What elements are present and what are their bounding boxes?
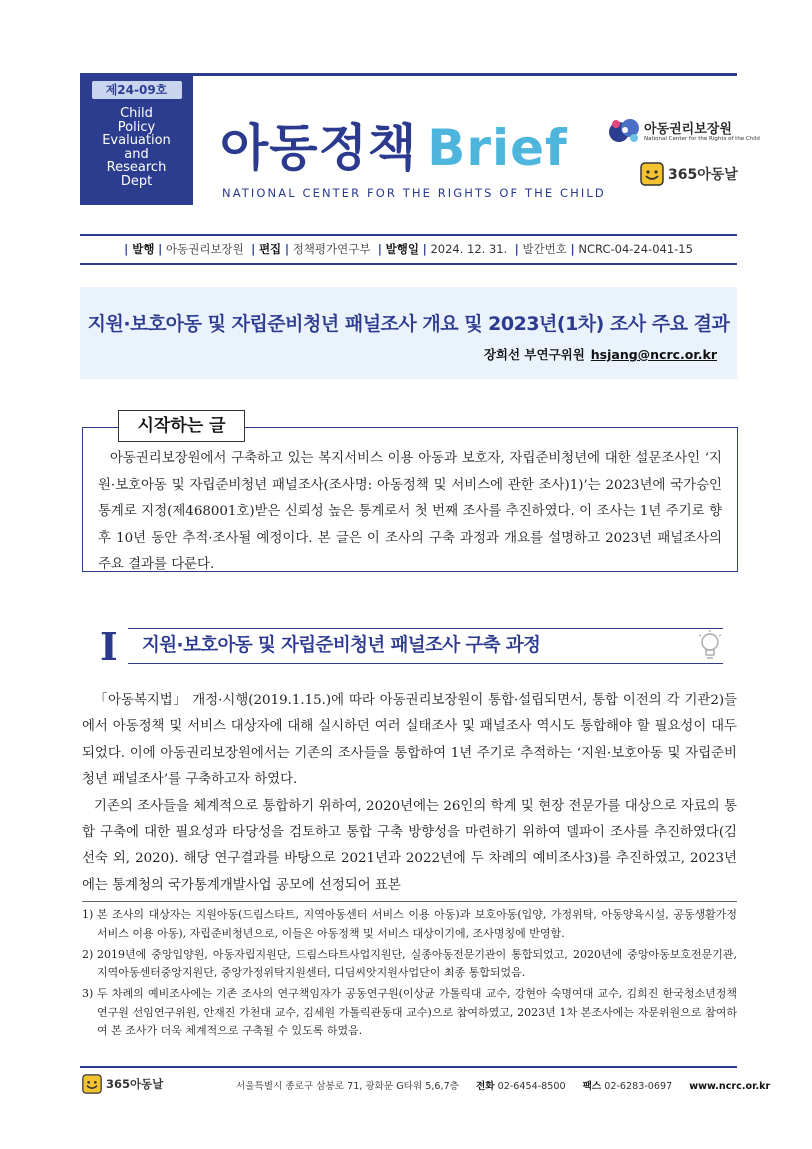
footnote-mark: 1) bbox=[82, 908, 94, 921]
lightbulb-icon bbox=[697, 630, 723, 662]
footer-logo bbox=[82, 1072, 172, 1096]
brand-subtitle: NATIONAL CENTER FOR THE RIGHTS OF THE CHILD bbox=[222, 186, 606, 200]
section-body bbox=[82, 688, 737, 899]
dept-line: and bbox=[124, 146, 149, 162]
org-logo-english: National Center for the Rights of the Child bbox=[644, 136, 760, 142]
dept-name bbox=[80, 107, 193, 188]
footnote-rule bbox=[82, 901, 737, 902]
publication-date: 2024. 12. 31. bbox=[430, 242, 508, 256]
footnote bbox=[82, 946, 737, 983]
footer-logo-text: 365아동날 bbox=[106, 1077, 164, 1091]
smiley-icon bbox=[82, 1074, 102, 1094]
dept-line: Dept bbox=[120, 173, 153, 189]
footer-website-link[interactable]: www.ncrc.or.kr bbox=[689, 1081, 771, 1092]
article-title: 지원·보호아동 및 자립준비청년 패널조사 개요 및 2023년(1차) 조사 주요 결과 bbox=[87, 313, 730, 335]
section-number: I bbox=[100, 624, 118, 669]
author-email-link[interactable]: hsjang@ncrc.or.kr bbox=[590, 347, 717, 362]
dept-line: Policy bbox=[117, 119, 156, 135]
footnotes bbox=[82, 906, 737, 1043]
brand-title bbox=[220, 108, 568, 180]
editor: 정책평가연구부 bbox=[292, 242, 371, 256]
pub-rule-top bbox=[80, 234, 737, 236]
publication-number: NCRC-04-24-041-15 bbox=[578, 242, 693, 256]
issue-badge bbox=[80, 73, 193, 205]
footer-rule bbox=[80, 1066, 737, 1068]
brand-english: Brief bbox=[427, 119, 568, 177]
title-box bbox=[80, 287, 737, 379]
footer-fax: 02-6283-0697 bbox=[604, 1081, 673, 1092]
publisher: 아동권리보장원 bbox=[166, 242, 244, 256]
body-paragraph: 기존의 조사들을 체계적으로 통합하기 위하여, 2020년에는 26인의 학계 및 현장 전문가를 대상으로 자료의 통합 구축에 대한 필요성과 타당성을 검토하고 통합 구축 방향성을 마련하기 위하여 델파이 조사를 추진하였다(김선숙 외, 2020). 해당 연구결과를 바탕으로 2021년과 2022년에 두 차례의 예비조사3)를 추진하였고, 2023년에는 통계청의 국가통계개발사업 공모에 선정되어 표본 bbox=[82, 798, 737, 893]
footnote-text: 본 조사의 대상자는 지원아동(드림스타트, 지역아동센터 서비스 이용 아동)과 보호아동(입양, 가정위탁, 아동양육시설, 공동생활가정 서비스 이용 아동), 자립준비청년으로, 이들은 아동정책 및 서비스 대상이기에, 조사명칭에 반영함. bbox=[97, 908, 737, 940]
publisher-label: 발행 bbox=[132, 242, 155, 256]
dept-line: Child bbox=[120, 106, 153, 121]
intro-label: 시작하는 글 bbox=[118, 410, 245, 442]
author bbox=[484, 345, 717, 363]
footer-phone: 02-6454-8500 bbox=[497, 1081, 566, 1092]
org-logo bbox=[608, 116, 760, 148]
fax-label: 팩스 bbox=[582, 1081, 602, 1092]
pub-rule-bottom bbox=[80, 263, 737, 265]
brand-korean: 아동정책 bbox=[220, 119, 418, 177]
body-paragraph: 「아동복지법」 개정·시행(2019.1.15.)에 따라 아동권리보장원이 통합·설립되면서, 통합 이전의 각 기관2)들에서 아동정책 및 서비스 대상자에 대해 실시하던 여러 실태조사 및 패널조사 역시도 통합해야 할 필요성이 대두되었다. 이에 아동권리보장원에서는 기존의 조사들을 통합하여 1년 주기로 추적하는 ‘지원·보호아동 및 자립준비청년 패널조사’를 구축하고자 하였다. bbox=[82, 693, 737, 788]
number-label: 발간번호 bbox=[522, 242, 567, 256]
footnote bbox=[82, 906, 737, 943]
editor-label: 편집 bbox=[258, 242, 282, 256]
footnote-mark: 2) bbox=[82, 947, 94, 961]
section-title: 지원·보호아동 및 자립준비청년 패널조사 구축 과정 bbox=[142, 635, 541, 656]
org-logo-text: 아동권리보장원 bbox=[644, 122, 732, 137]
org-logo-icon bbox=[608, 116, 642, 146]
smiley-icon bbox=[640, 162, 664, 186]
logo-365 bbox=[640, 160, 740, 188]
publication-info: | 발행 | 아동권리보장원 | 편집 | 정책평가연구부 | 발행일 | 2024. 12. 31. | 발간번호 | NCRC-04-24-041-15 bbox=[124, 242, 693, 256]
issue-number: 제24-09호 bbox=[92, 81, 182, 99]
footnote-text: 2019년에 중앙입양원, 아동자립지원단, 드림스타트사업지원단, 실종아동전문기관이 통합되었고, 2020년에 중앙아동보호전문기관, 지역아동센터중앙지원단, 중앙가정위탁지원센터, 디딤씨앗지원사업단이 최종 통합되었음. bbox=[97, 947, 737, 979]
dept-line: Research bbox=[106, 160, 167, 175]
logo-365-text: 365아동날 bbox=[668, 167, 738, 183]
intro-text: 아동권리보장원에서 구축하고 있는 복지서비스 이용 아동과 보호자, 자립준비청년에 대한 설문조사인 ‘지원·보호아동 및 자립준비청년 패널조사(조사명: 아동정책 및 서비스에 관한 조사)1)’는 2023년에 국가승인통계로 지정(제468001호)받은 신뢰성 높은 통계로서 첫 번째 조사를 추진하였다. 이 조사는 1년 주기로 향후 10년 동안 추적·조사될 예정이다. 본 글은 이 조사의 구축 과정과 개요를 설명하고 2023년 패널조사의 주요 결과를 다룬다. bbox=[98, 451, 722, 572]
footer-contact bbox=[236, 1078, 770, 1092]
footnote-mark: 3) bbox=[82, 987, 94, 1000]
phone-label: 전화 bbox=[476, 1081, 495, 1092]
author-name: 장희선 부연구위원 bbox=[483, 347, 585, 362]
dept-line: Evaluation bbox=[102, 133, 171, 148]
date-label: 발행일 bbox=[385, 242, 419, 256]
footnote-text: 두 차례의 예비조사에는 기존 조사의 연구책임자가 공동연구원(이상균 가톨릭대 교수, 강현아 숙명여대 교수, 김희진 한국청소년정책연구원 선임연구위원, 안재진 가천대 교수, 김세원 가톨릭관동대 교수)으로 참여하였고, 2023년 1차 본조사에는 자문위원으로 참여하여 본 조사가 더욱 체계적으로 구축될 수 있도록 하였음. bbox=[97, 987, 737, 1037]
footnote bbox=[82, 985, 737, 1041]
footer-address: 서울특별시 종로구 삼봉로 71, 광화문 G타워 5,6,7층 bbox=[236, 1081, 459, 1092]
